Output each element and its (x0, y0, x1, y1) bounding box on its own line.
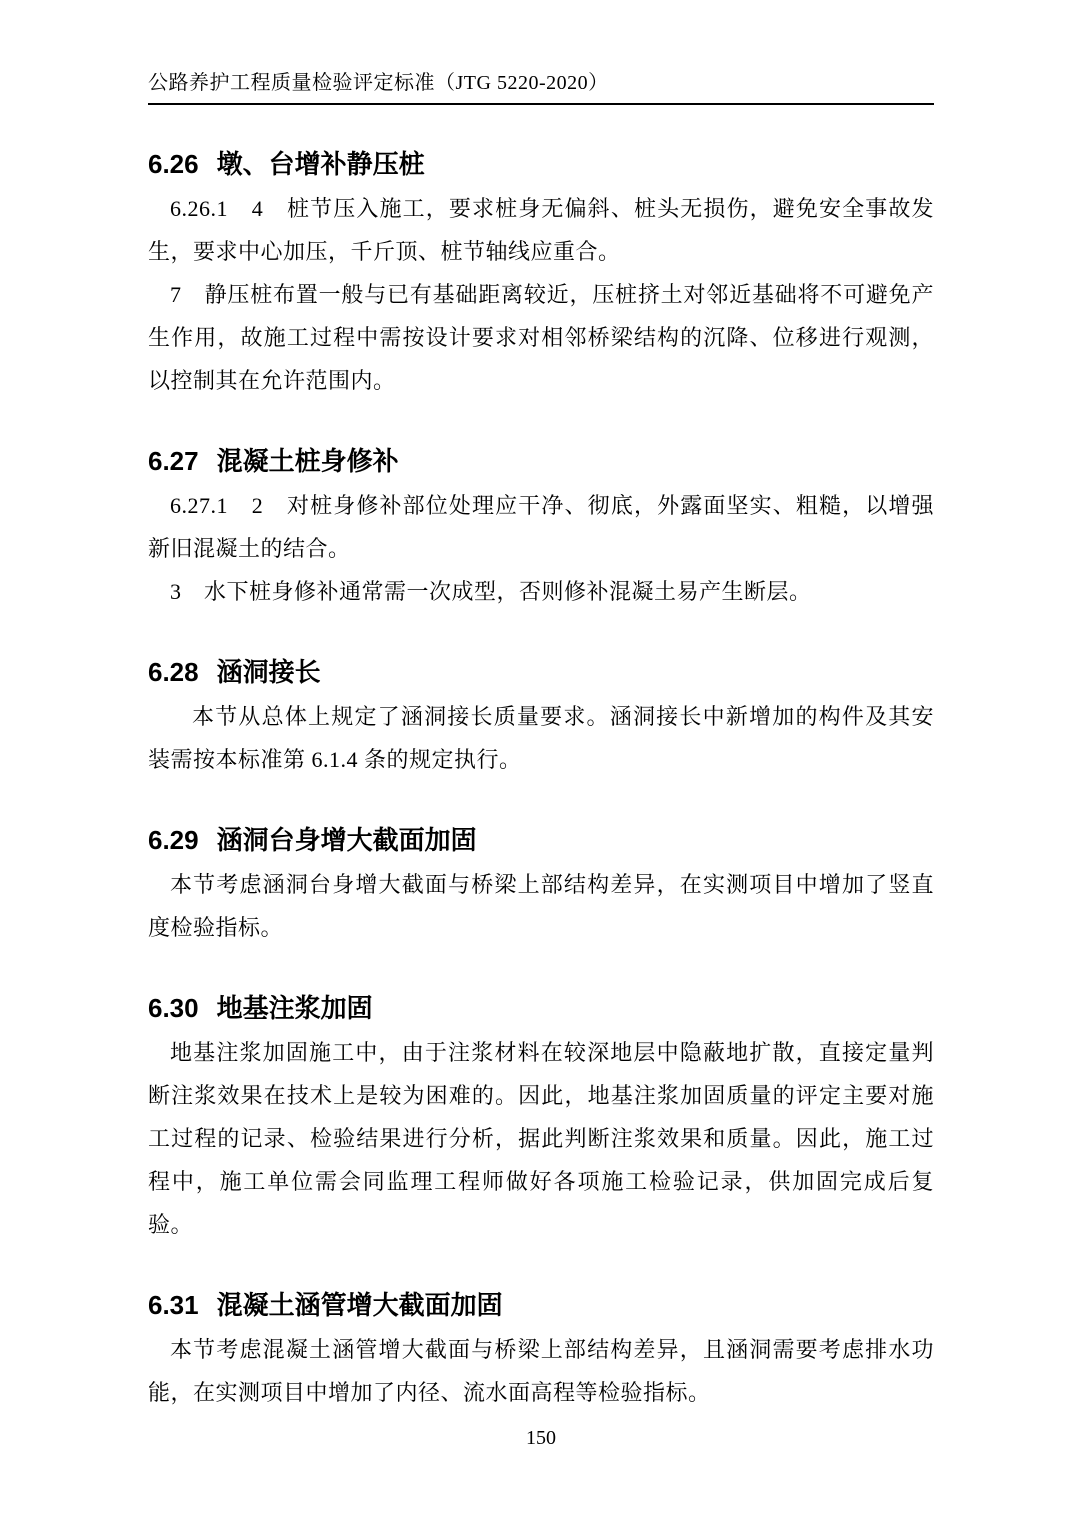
page-footer (148, 1426, 934, 1450)
section-title: 地基注浆加固 (216, 993, 373, 1023)
paragraph: 本节考虑混凝土涵管增大截面与桥梁上部结构差异，且涵洞需要考虑排水功能，在实测项目中增加了内径、流水面高程等检验指标。 (148, 1337, 934, 1405)
paragraph: 本节考虑涵洞台身增大截面与桥梁上部结构差异，在实测项目中增加了竖直度检验指标。 (148, 872, 934, 940)
section-6-30 (148, 993, 934, 1246)
paragraph: 7 静压桩布置一般与已有基础距离较近，压桩挤土对邻近基础将不可避免产生作用，故施工过程中需按设计要求对相邻桥梁结构的沉降、位移进行观测，以控制其在允许范围内。 (148, 282, 934, 393)
paragraph: 3 水下桩身修补通常需一次成型，否则修补混凝土易产生断层。 (170, 579, 812, 604)
section-title: 墩、台增补静压桩 (216, 149, 425, 179)
document-header-title: 公路养护工程质量检验评定标准（JTG 5220-2020） (148, 72, 609, 94)
paragraph: 6.27.1 2 对桩身修补部位处理应干净、彻底，外露面坚实、粗糙，以增强新旧混凝土的结合。 (148, 493, 934, 561)
section-number: 6.27 (148, 446, 199, 476)
paragraph: 6.26.1 4 桩节压入施工，要求桩身无偏斜、桩头无损伤，避免安全事故发生，要求中心加压，千斤顶、桩节轴线应重合。 (148, 196, 934, 264)
section-6-29 (148, 825, 934, 949)
section-heading (148, 825, 934, 855)
section-6-26 (148, 149, 934, 402)
section-number: 6.30 (148, 993, 199, 1023)
section-title: 涵洞接长 (216, 657, 321, 687)
paragraph: 地基注浆加固施工中，由于注浆材料在较深地层中隐蔽地扩散，直接定量判断注浆效果在技术上是较为困难的。因此，地基注浆加固质量的评定主要对施工过程的记录、检验结果进行分析，据此判断注浆效果和质量。因此，施工过程中，施工单位需会同监理工程师做好各项施工检验记录，供加固完成后复验。 (148, 1040, 934, 1237)
section-6-28 (148, 657, 934, 781)
section-heading (148, 657, 934, 687)
paragraph: 本节从总体上规定了涵洞接长质量要求。涵洞接长中新增加的构件及其安装需按本标准第 6.1.4 条的规定执行。 (148, 704, 934, 772)
section-number: 6.31 (148, 1290, 199, 1320)
section-heading (148, 149, 934, 179)
section-6-27 (148, 446, 934, 613)
section-6-31 (148, 1290, 934, 1414)
section-heading (148, 446, 934, 476)
section-number: 6.28 (148, 657, 199, 687)
page-header (148, 70, 934, 105)
section-number: 6.29 (148, 825, 199, 855)
section-title: 混凝土桩身修补 (216, 446, 399, 476)
section-title: 混凝土涵管增大截面加固 (216, 1290, 503, 1320)
section-heading (148, 1290, 934, 1320)
section-heading (148, 993, 934, 1023)
section-number: 6.26 (148, 149, 199, 179)
page-number: 150 (526, 1427, 556, 1449)
section-title: 涵洞台身增大截面加固 (216, 825, 477, 855)
